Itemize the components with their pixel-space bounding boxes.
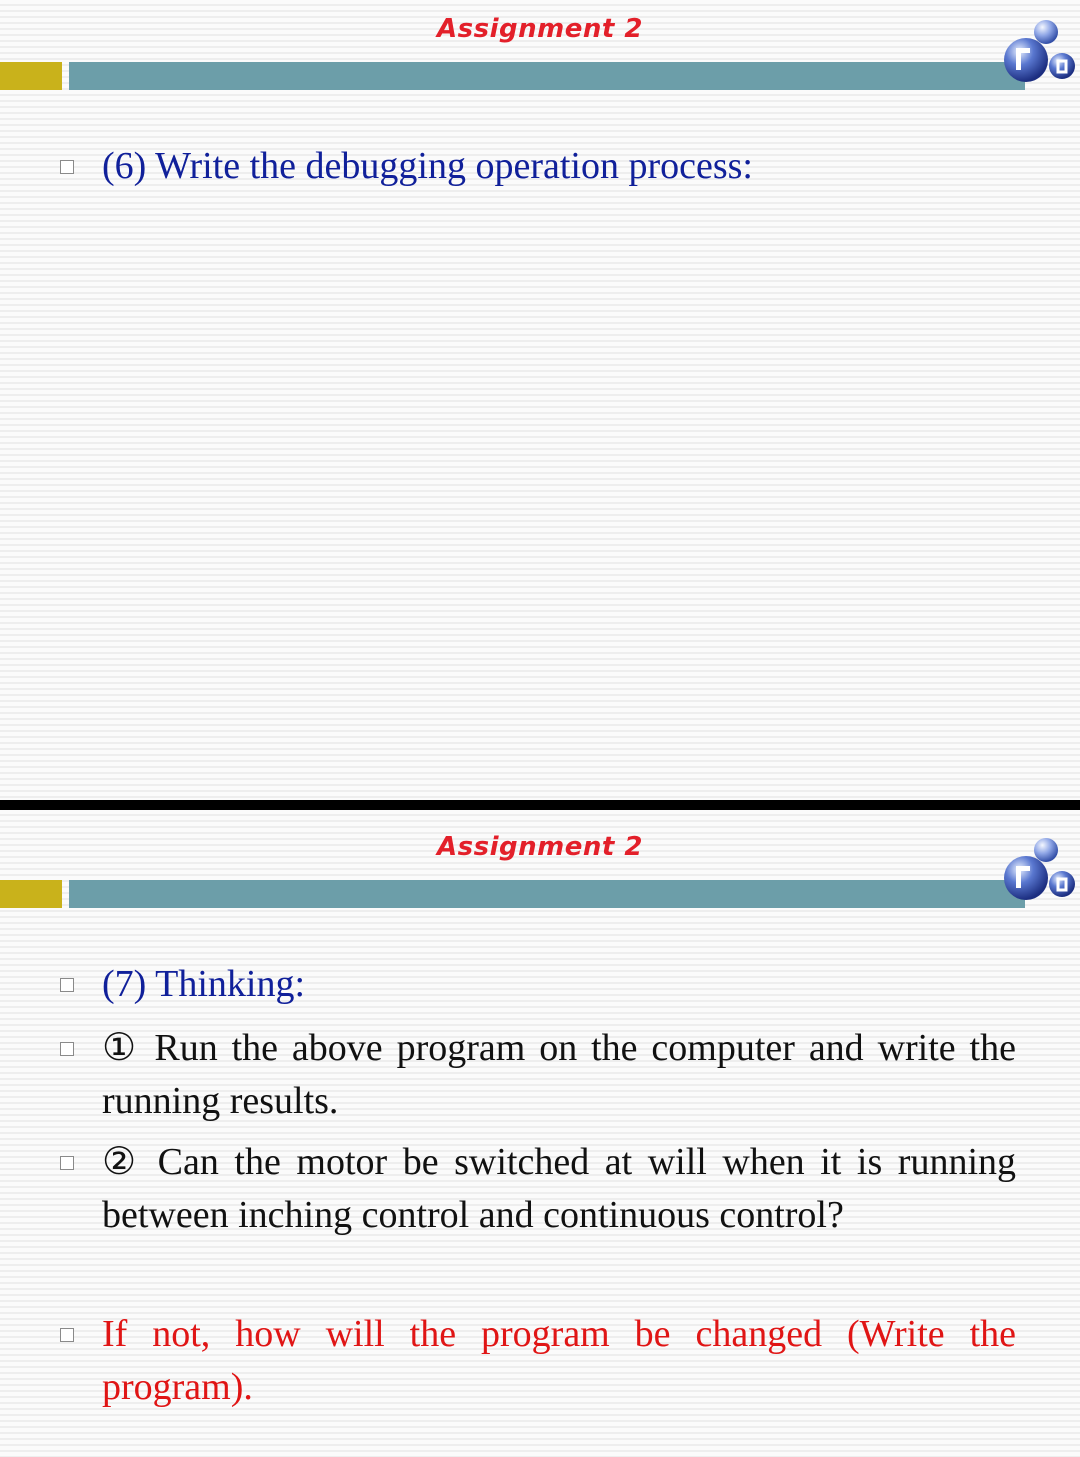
slide-divider xyxy=(0,800,1080,810)
hollow-square-bullet-icon xyxy=(60,1328,74,1342)
hollow-square-bullet-icon xyxy=(60,160,74,174)
slide-assignment-2-part-7 xyxy=(0,810,1080,1457)
header-band xyxy=(69,880,1025,908)
hollow-square-bullet-icon xyxy=(60,1156,74,1170)
blue-sphere-logo-icon xyxy=(998,836,1080,906)
list-item xyxy=(60,1022,1016,1128)
list-item xyxy=(60,1136,1016,1242)
bullet-text: If not, how will the program be changed (Write the program). xyxy=(102,1313,1016,1408)
list-item xyxy=(60,1308,1016,1414)
slide-title: Assignment 2 xyxy=(437,832,643,862)
bullet-text: (6) Write the debugging operation process: xyxy=(102,145,753,187)
list-item xyxy=(60,958,1016,1011)
hollow-square-bullet-icon xyxy=(60,1042,74,1056)
bullet-text: ① Run the above program on the computer and write the running results. xyxy=(102,1027,1016,1122)
bullet-text: ② Can the motor be switched at will when it is running between inching control and continuous control? xyxy=(102,1141,1016,1236)
slide-title: Assignment 2 xyxy=(437,14,643,44)
header-band xyxy=(69,62,1025,90)
blue-sphere-logo-icon xyxy=(998,18,1080,88)
hollow-square-bullet-icon xyxy=(60,978,74,992)
header-accent-bar xyxy=(0,880,62,908)
bullet-text: (7) Thinking: xyxy=(102,963,306,1005)
list-item xyxy=(60,140,1016,193)
header-accent-bar xyxy=(0,62,62,90)
